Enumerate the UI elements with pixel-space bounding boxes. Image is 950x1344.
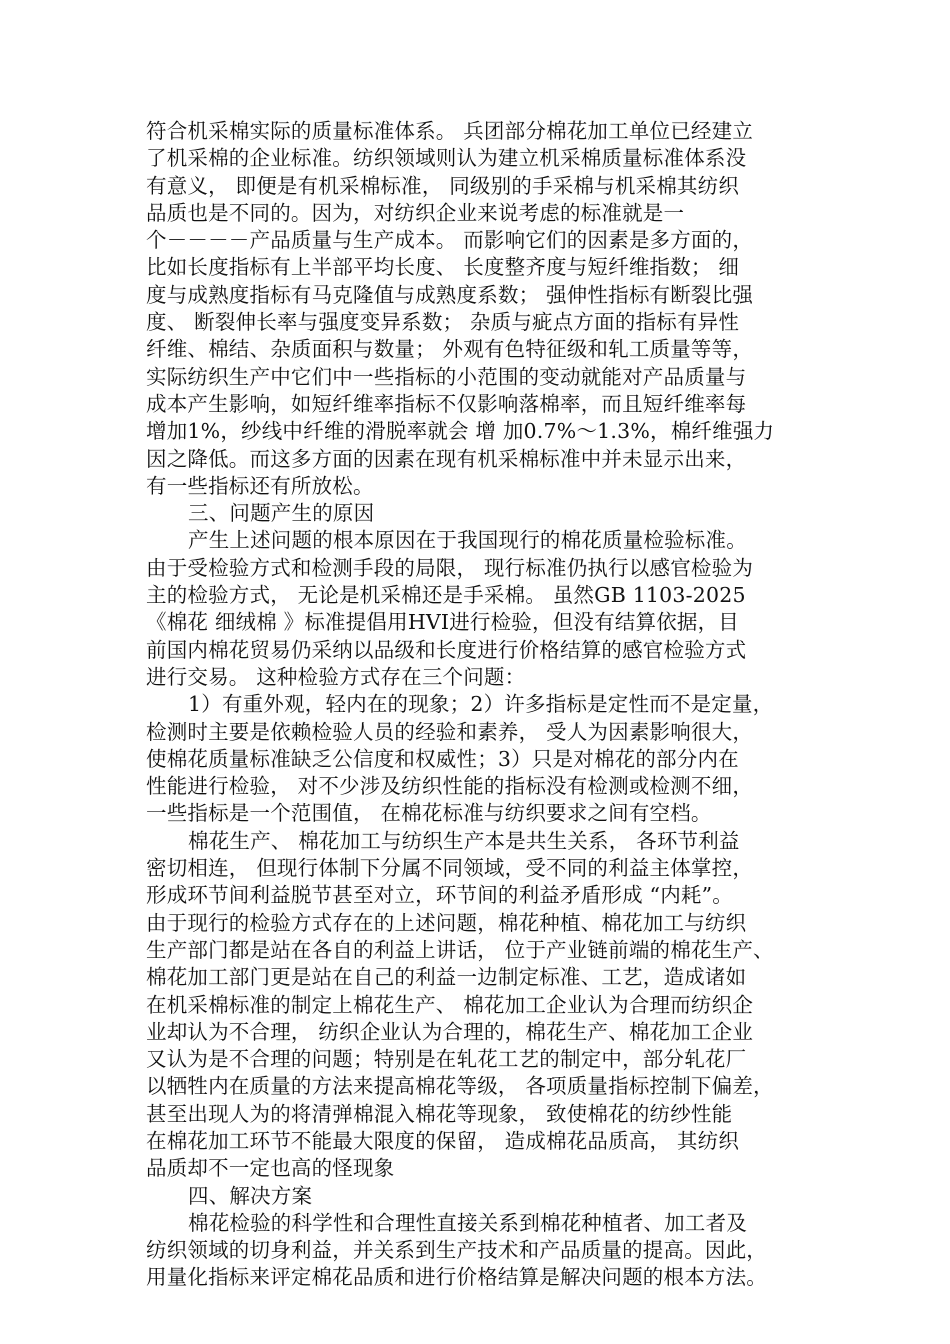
text-line: 检测时主要是依赖检验人员的经验和素养， 受人为因素影响很大， [146,719,754,744]
text-line: 用量化指标来评定棉花品质和进行价格结算是解决问题的根本方法。 [146,1265,767,1290]
text-line: 一些指标是一个范围值， 在棉花标准与纺织要求之间有空档。 [146,801,712,826]
text-line: 在机采棉标准的制定上棉花生产、 棉花加工企业认为合理而纺织企 [146,992,754,1017]
text-line: 品质却不一定也高的怪现象 [146,1156,395,1181]
text-line: 成本产生影响，如短纤维率指标不仅影响落棉率，而且短纤维率每 [146,391,747,416]
text-line: 生产部门都是站在各自的利益上讲话， 位于产业链前端的棉花生产、 [146,937,774,962]
text-line: 以牺牲内在质量的方法来提高棉花等级， 各项质量指标控制下偏差， [146,1074,774,1099]
text-line: 实际纺织生产中它们中一些指标的小范围的变动就能对产品质量与 [146,364,747,389]
text-line: 1）有重外观，轻内在的现象；2）许多指标是定性而不是定量， [188,692,774,717]
text-line: 由于现行的检验方式存在的上述问题，棉花种植、棉花加工与纺织 [146,910,747,935]
text-line: 业却认为不合理， 纺织企业认为合理的，棉花生产、棉花加工企业 [146,1019,754,1044]
text-line: 甚至出现人为的将清弹棉混入棉花等现象， 致使棉花的纺纱性能 [146,1101,733,1126]
text-line: 有一些指标还有所放松。 [146,473,374,498]
text-line: 比如长度指标有上半部平均长度、 长度整齐度与短纤维指数； 细 [146,255,740,280]
text-line: 度与成熟度指标有马克隆值与成熟度系数； 强伸性指标有断裂比强 [146,282,754,307]
text-line: 棉花加工部门更是站在自己的利益一边制定标准、工艺，造成诸如 [146,965,747,990]
text-line: 密切相连， 但现行体制下分属不同领域，受不同的利益主体掌控， [146,856,754,881]
text-line: 棉花生产、 棉花加工与纺织生产本是共生关系， 各环节利益 [188,828,740,853]
text-line: 性能进行检验， 对不少涉及纺织性能的指标没有检测或检测不细， [146,774,754,799]
text-line: 由于受检验方式和检测手段的局限， 现行标准仍执行以感官检验为 [146,555,754,580]
text-line: 增加1%，纱线中纤维的滑脱率就会 增 加0.7%～1.3%，棉纤维强力 [146,419,775,444]
text-line: 纺织领域的切身利益，并关系到生产技术和产品质量的提高。因此， [146,1238,767,1263]
text-line: 了机采棉的企业标准。纺织领域则认为建立机采棉质量标准体系没 [146,146,747,171]
text-line: 三、问题产生的原因 [188,501,375,526]
text-line: 形成环节间利益脱节甚至对立，环节间的利益矛盾形成 “内耗”。 [146,883,733,908]
text-line: 产生上述问题的根本原因在于我国现行的棉花质量检验标准。 [188,528,747,553]
text-line: 四、解决方案 [188,1183,313,1208]
text-line: 纤维、棉结、杂质面积与数量； 外观有色特征级和轧工质量等等， [146,337,754,362]
text-line: 主的检验方式， 无论是机采棉还是手采棉。 虽然GB 1103-2025 [146,583,746,608]
text-line: 又认为是不合理的问题；特别是在轧花工艺的制定中，部分轧花厂 [146,1047,747,1072]
text-line: 符合机采棉实际的质量标准体系。 兵团部分棉花加工单位已经建立 [146,119,754,143]
text-line: 前国内棉花贸易仍采纳以品级和长度进行价格结算的感官检验方式 [146,637,747,662]
document-body [146,118,840,1292]
text-line: 《棉花 细绒棉 》标准提倡用HVI进行检验，但没有结算依据，目 [146,610,740,635]
text-line: 进行交易。 这种检验方式存在三个问题： [146,664,526,689]
text-line: 度、 断裂伸长率与强度变异系数； 杂质与疵点方面的指标有异性 [146,310,740,335]
text-line: 品质也是不同的。因为，对纺织企业来说考虑的标准就是一 [146,200,685,225]
text-line: 因之降低。而这多方面的因素在现有机采棉标准中并未显示出来， [146,446,747,471]
text-line: 个－－－－产品质量与生产成本。 而影响它们的因素是多方面的， [146,228,754,253]
text-line: 有意义， 即便是有机采棉标准， 同级别的手采棉与机采棉其纺织 [146,173,740,198]
text-line: 在棉花加工环节不能最大限度的保留， 造成棉花品质高， 其纺织 [146,1128,740,1153]
text-line: 棉花检验的科学性和合理性直接关系到棉花种植者、加工者及 [188,1210,747,1235]
text-line: 使棉花质量标准缺乏公信度和权威性；3）只是对棉花的部分内在 [146,746,739,771]
